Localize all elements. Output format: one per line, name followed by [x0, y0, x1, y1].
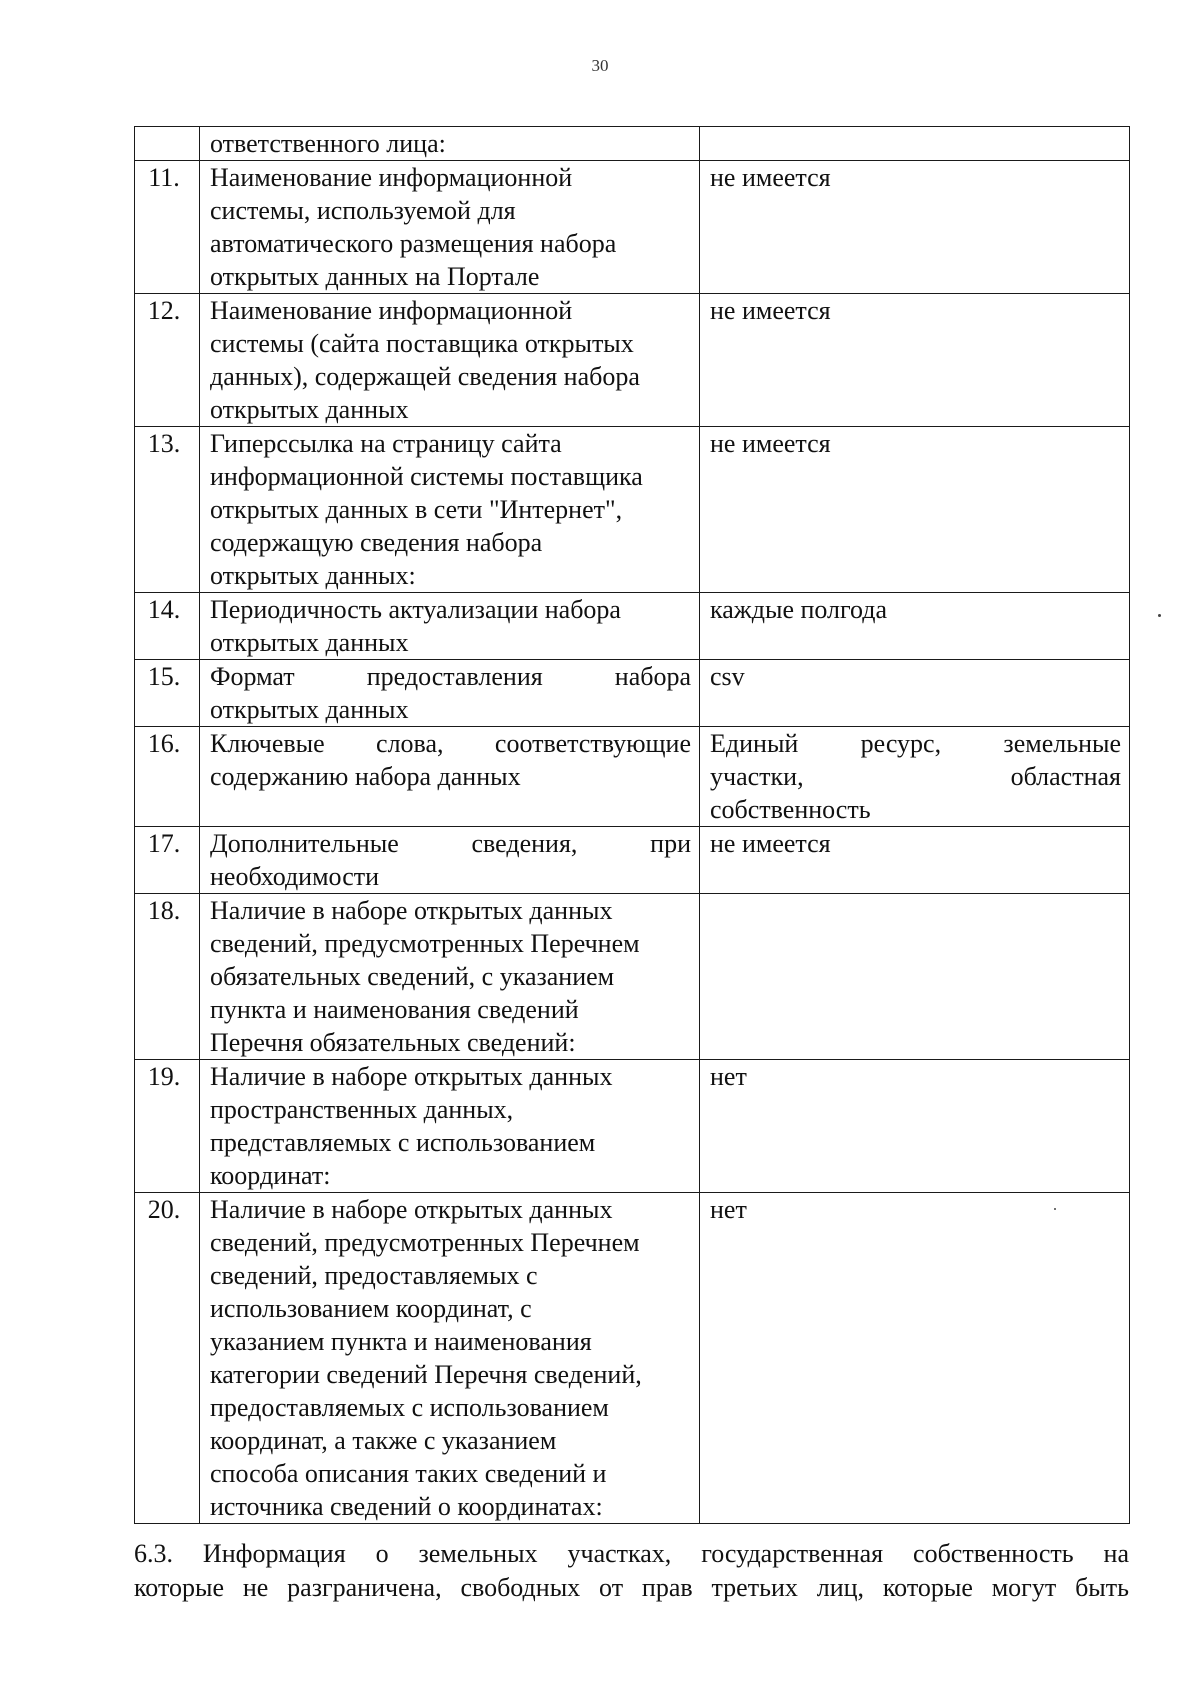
row-label-line: Перечня обязательных сведений: — [210, 1028, 576, 1057]
row-label — [200, 1193, 700, 1524]
row-value-line: не имеется — [710, 296, 831, 325]
row-label-line: открытых данных в сети "Интернет", — [210, 495, 623, 524]
row-label-line: пространственных данных, — [210, 1095, 514, 1124]
row-value — [700, 593, 1130, 660]
row-value — [700, 727, 1130, 827]
row-label-line: ответственного лица: — [210, 129, 446, 158]
open-data-passport-table — [134, 126, 1130, 1524]
row-label-line: использованием координат, с — [210, 1294, 532, 1323]
row-label-line: Формат предоставления набора — [210, 662, 691, 691]
row-value-line: каждые полгода — [710, 595, 888, 624]
row-value-line: не имеется — [710, 163, 831, 192]
row-label-line: категории сведений Перечня сведений, — [210, 1360, 642, 1389]
row-number: 15. — [135, 660, 200, 727]
row-label-line: системы, используемой для — [210, 196, 516, 225]
table-row — [135, 593, 1130, 660]
row-value-line: нет — [710, 1195, 747, 1224]
row-label-line: способа описания таких сведений и — [210, 1459, 607, 1488]
row-label-line: предоставляемых с использованием — [210, 1393, 609, 1422]
row-label-line: Ключевые слова, соответствующие — [210, 729, 691, 758]
row-label-line: необходимости — [210, 862, 380, 891]
row-label-line: содержащую сведения набора — [210, 528, 543, 557]
row-label-line: Наличие в наборе открытых данных — [210, 1195, 613, 1224]
row-label — [200, 1060, 700, 1193]
row-value-line: собственность — [710, 795, 871, 824]
row-value — [700, 161, 1130, 294]
row-label — [200, 827, 700, 894]
row-value-line: участки, областная — [710, 762, 1121, 791]
row-label — [200, 127, 700, 161]
row-label-line: автоматического размещения набора — [210, 229, 617, 258]
table-row — [135, 161, 1130, 294]
row-value-line: не имеется — [710, 829, 831, 858]
table-row — [135, 827, 1130, 894]
row-label-line: обязательных сведений, с указанием — [210, 962, 615, 991]
row-label-line: информационной системы поставщика — [210, 462, 643, 491]
row-label-line: сведений, предоставляемых с — [210, 1261, 538, 1290]
row-number: 18. — [135, 894, 200, 1060]
row-value — [700, 294, 1130, 427]
row-label-line: открытых данных — [210, 395, 409, 424]
row-value-line: Единый ресурс, земельные — [710, 729, 1121, 758]
row-number — [135, 127, 200, 161]
row-number: 12. — [135, 294, 200, 427]
row-number: 13. — [135, 427, 200, 593]
row-label-line: координат, а также с указанием — [210, 1426, 557, 1455]
row-label-line: Наименование информационной — [210, 296, 573, 325]
table-row — [135, 1193, 1130, 1524]
table-row — [135, 660, 1130, 727]
table-row — [135, 727, 1130, 827]
table-row — [135, 427, 1130, 593]
row-number: 14. — [135, 593, 200, 660]
row-value — [700, 1193, 1130, 1524]
row-value-line: нет — [710, 1062, 747, 1091]
row-label-line: открытых данных на Портале — [210, 262, 540, 291]
row-label-line: Наличие в наборе открытых данных — [210, 896, 613, 925]
row-label — [200, 294, 700, 427]
row-value — [700, 127, 1130, 161]
paragraph-line: 6.3. Информация о земельных участках, государственная собственность на — [134, 1539, 1129, 1568]
row-label-line: Гиперссылка на страницу сайта — [210, 429, 562, 458]
page-number: 30 — [591, 56, 609, 75]
table-row — [135, 294, 1130, 427]
row-label — [200, 660, 700, 727]
table-row — [135, 894, 1130, 1060]
row-label-line: пункта и наименования сведений — [210, 995, 579, 1024]
row-value — [700, 827, 1130, 894]
row-label-line: координат: — [210, 1161, 331, 1190]
row-number: 20. — [135, 1193, 200, 1524]
row-label-line: сведений, предусмотренных Перечнем — [210, 1228, 640, 1257]
row-label-line: источника сведений о координатах: — [210, 1492, 603, 1521]
row-label-line: открытых данных: — [210, 561, 416, 590]
table-body — [135, 127, 1130, 1524]
row-label — [200, 161, 700, 294]
row-number: 17. — [135, 827, 200, 894]
row-label-line: Наименование информационной — [210, 163, 573, 192]
table-row — [135, 127, 1130, 161]
section-paragraph — [134, 1537, 1129, 1605]
row-label-line: Дополнительные сведения, при — [210, 829, 691, 858]
row-label-line: открытых данных — [210, 628, 409, 657]
row-label — [200, 427, 700, 593]
paragraph-line: которые не разграничена, свободных от прав третьих лиц, которые могут быть — [134, 1573, 1129, 1602]
scan-speck — [1158, 614, 1161, 617]
row-value — [700, 660, 1130, 727]
row-label-line: сведений, предусмотренных Перечнем — [210, 929, 640, 958]
row-number: 16. — [135, 727, 200, 827]
row-label-line: системы (сайта поставщика открытых — [210, 329, 634, 358]
row-label-line: открытых данных — [210, 695, 409, 724]
row-label-line: Периодичность актуализации набора — [210, 595, 621, 624]
row-value-line: csv — [710, 662, 745, 691]
row-label-line: указанием пункта и наименования — [210, 1327, 592, 1356]
row-label-line: Наличие в наборе открытых данных — [210, 1062, 613, 1091]
row-number: 11. — [135, 161, 200, 294]
row-label — [200, 593, 700, 660]
row-value — [700, 894, 1130, 1060]
row-label — [200, 727, 700, 827]
row-value-line: не имеется — [710, 429, 831, 458]
row-label-line: данных), содержащей сведения набора — [210, 362, 640, 391]
row-label — [200, 894, 700, 1060]
row-label-line: содержанию набора данных — [210, 762, 521, 791]
row-label-line: представляемых с использованием — [210, 1128, 596, 1157]
scan-speck — [1054, 1208, 1056, 1210]
row-number: 19. — [135, 1060, 200, 1193]
row-value — [700, 1060, 1130, 1193]
table-row — [135, 1060, 1130, 1193]
row-value — [700, 427, 1130, 593]
